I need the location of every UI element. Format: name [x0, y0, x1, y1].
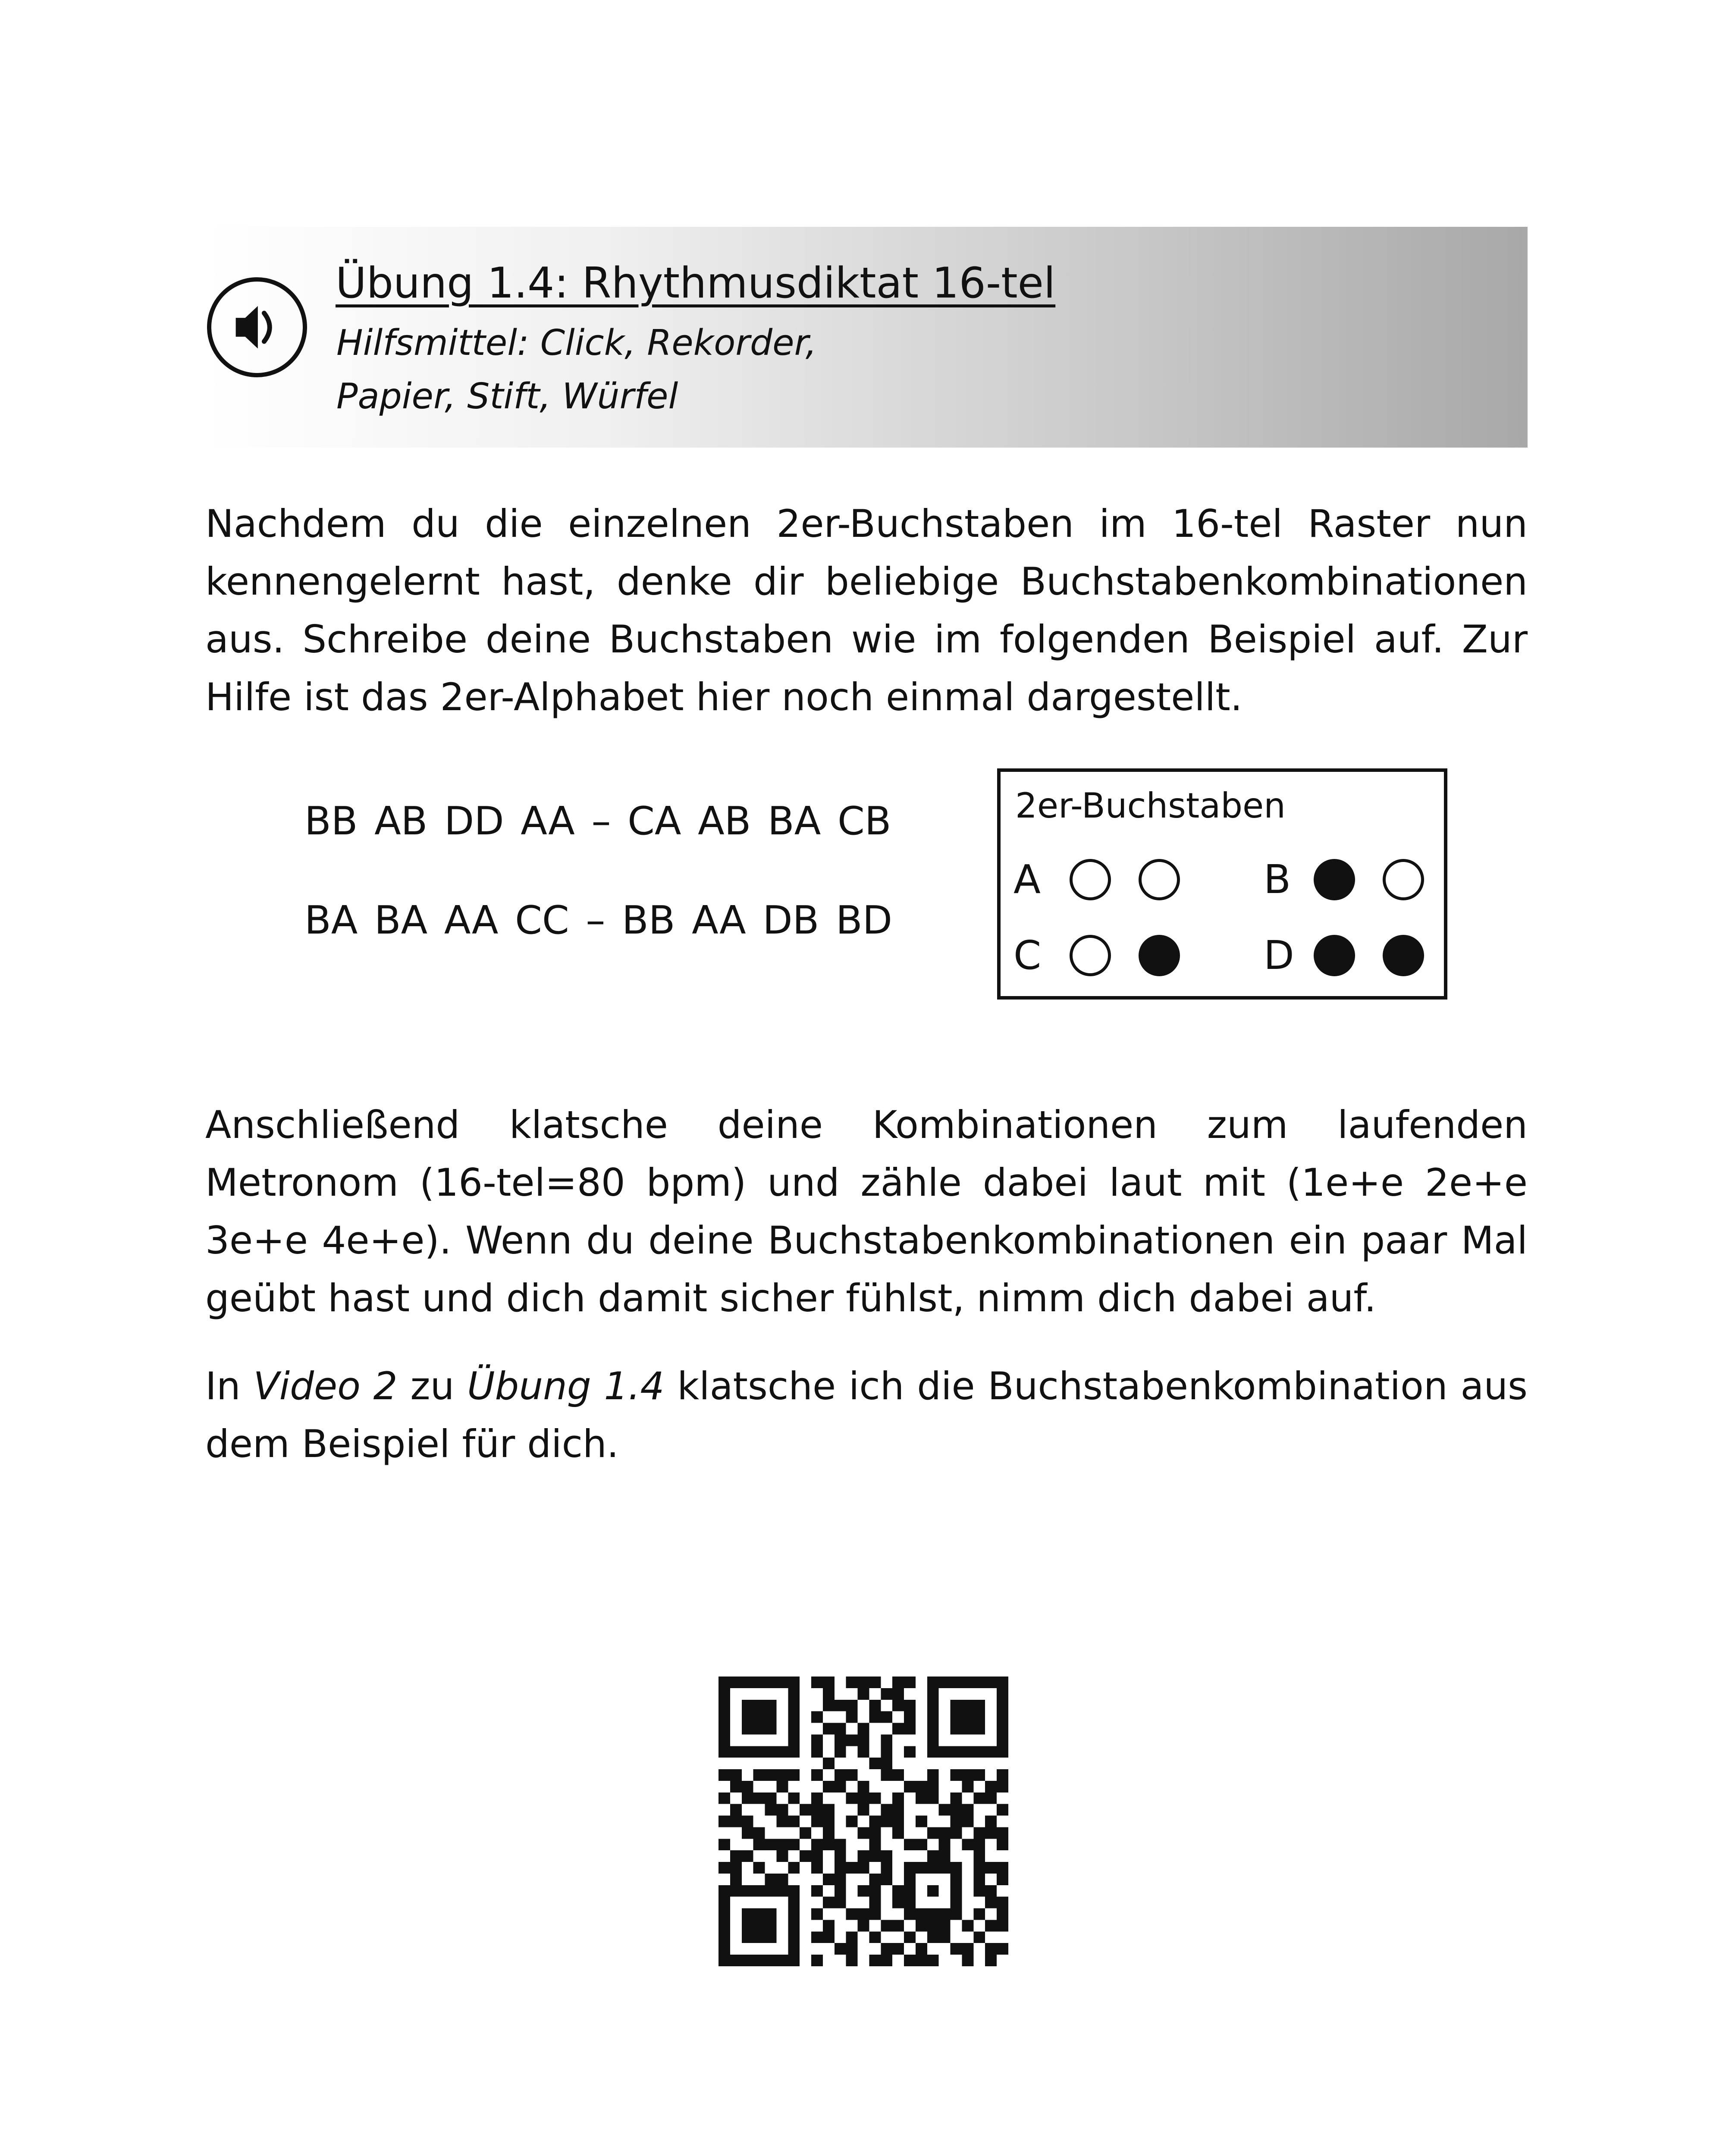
- letter-c-dot-2: [1139, 935, 1180, 976]
- alphabet-reference-box: [997, 768, 1447, 1000]
- letter-d-dot-1: [1314, 935, 1355, 976]
- alphabet-title: 2er-Buchstaben: [1015, 786, 1286, 826]
- letter-c-dot-1: [1070, 935, 1111, 976]
- exercise-aids-line2: Papier, Stift, Würfel: [336, 376, 678, 417]
- letter-d-label: D: [1264, 932, 1294, 978]
- letter-b-label: B: [1264, 856, 1291, 903]
- exercise-aids-line1: Hilfsmittel: Click, Rekorder,: [336, 323, 817, 364]
- qr-code-icon[interactable]: [719, 1677, 1008, 1966]
- intro-paragraph: Nachdem du die einzelnen 2er-Buchstaben im 16-tel Raster nun kennengelernt hast, denke dir beliebige Buchstabenkombinationen aus. Schreibe deine Buchstaben wie im folgenden Beispiel auf. Zur Hilfe ist das 2er-Alphabet hier noch einmal dargestellt.: [205, 501, 1528, 719]
- video-paragraph: [205, 1357, 1528, 1473]
- letter-a-label: A: [1013, 856, 1041, 903]
- exercise-reference: Übung 1.4: [467, 1364, 665, 1408]
- letter-a-dot-2: [1139, 859, 1180, 900]
- speaker-icon[interactable]: [207, 277, 307, 377]
- letter-c-label: C: [1013, 932, 1042, 978]
- example-line-2: BA BA AA CC – BB AA DB BD: [304, 898, 893, 943]
- video-text-2: zu: [397, 1364, 468, 1408]
- letter-a-dot-1: [1070, 859, 1111, 900]
- letter-b-dot-1: [1314, 859, 1355, 900]
- letter-d-dot-2: [1383, 935, 1424, 976]
- video-text-3: klatsche ich die Buchstabenkombination aus dem Beispiel für dich.: [205, 1364, 1528, 1466]
- exercise-title: Übung 1.4: Rhythmusdiktat 16-tel: [336, 259, 1056, 308]
- video-text-1: In: [205, 1364, 254, 1408]
- practice-paragraph: Anschließend klatsche deine Kombinationen zum laufenden Metronom (16-tel=80 bpm) und zähle dabei laut mit (1e+e 2e+e 3e+e 4e+e). Wenn du deine Buchstabenkombinationen ein paar Mal geübt hast und dich damit sicher fühlst, nimm dich dabei auf.: [205, 1103, 1528, 1320]
- letter-b-dot-2: [1383, 859, 1424, 900]
- video-reference: Video 2: [253, 1364, 398, 1408]
- example-line-1: BB AB DD AA – CA AB BA CB: [304, 799, 891, 844]
